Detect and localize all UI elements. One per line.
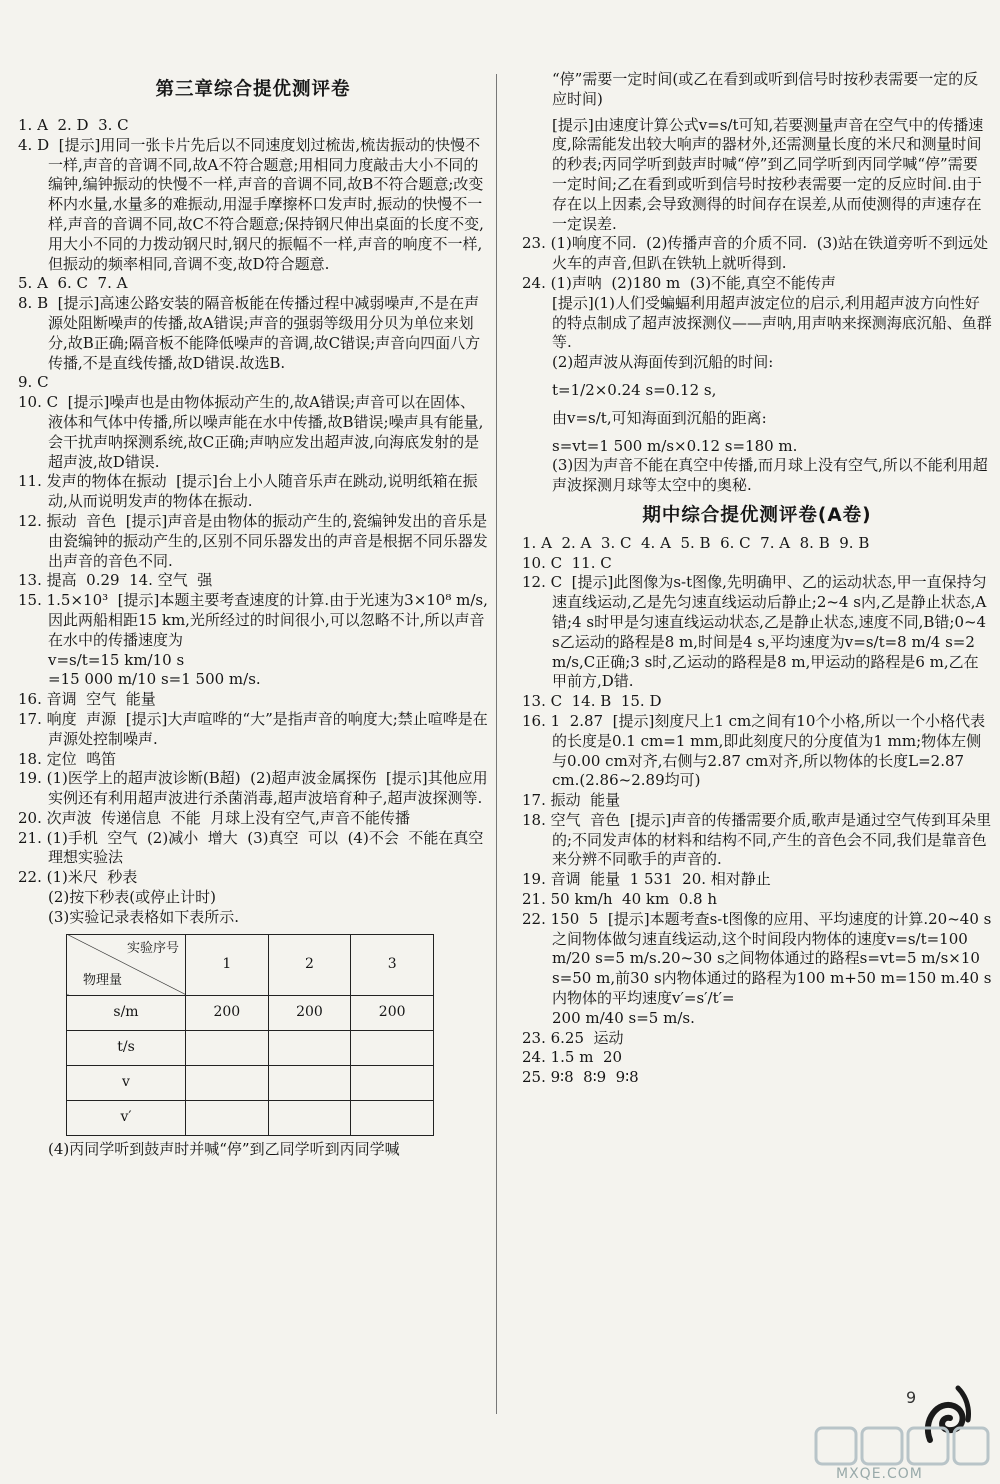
table-cell <box>186 1030 269 1065</box>
answer-item: 25. 9∶8 8∶9 9∶8 <box>522 1068 639 1087</box>
table-row <box>67 1100 434 1135</box>
table-header-top: 实验序号 <box>126 940 179 956</box>
answer-item: 16. 1 2.87 [提示]刻度尺上1 cm之间有10个小格,所以一个小格代表的长度是0.1 cm=1 mm,即此刻度尺的分度值为1 mm;物体左侧与0.00 cm对齐,右侧与2.87 cm对齐,所以物体的长度L=2.87 cm.(2.86~2.89均可) <box>522 711 986 790</box>
answer-item: 15. 1.5×10³ [提示]本题主要考查速度的计算.由于光速为3×10⁸ m/s,因此两船相距15 km,光所经过的时间很小,可以忽略不计,所以声音在水中的传播速度为 <box>18 591 488 649</box>
row-label: v′ <box>67 1100 186 1135</box>
row-label: v <box>67 1065 186 1100</box>
table-cell: 200 <box>186 995 269 1030</box>
midterm-title: 期中综合提优测评卷(A卷) <box>642 504 872 526</box>
answer-item: 12. C [提示]此图像为s-t图像,先明确甲、乙的运动状态,甲一直保持匀速直线运动,乙是先匀速直线运动后静止;2~4 s内,乙是静止状态,A错;4 s时甲是匀速直线运动状态,乙是静止状态,速度不同,B错;0~4 s乙运动的路程是8 m,时间是4 s,平均速度为v=s/t=8 m/4 s=2 m/s,C正确;3 s时,乙运动的路程是8 m,甲运动的路程是6 m,乙在甲前方,D错. <box>522 573 991 691</box>
answer-item: 23. (1)响度不同. (2)传播声音的介质不同. (3)站在铁道旁听不到远处火车的声音,但趴在铁轨上就听得到. <box>522 234 988 273</box>
answer-item: 5. A 6. C 7. A <box>18 274 128 293</box>
watermark-text: MXQE.COM <box>836 1466 923 1482</box>
answer-item: 18. 空气 音色 [提示]声音的传播需要介质,歌声是通过空气传到耳朵里的;不同发声体的材料和结构不同,产生的音色会不同,我们是靠音色来分辨不同歌手的声音的. <box>522 810 992 869</box>
answer-item: 24. 1.5 m 20 <box>522 1048 623 1067</box>
answer-item: 20. 次声波 传递信息 不能 月球上没有空气,声音不能传播 <box>18 808 411 827</box>
answer-item: 22. 150 5 [提示]本题考查s-t图像的应用、平均速度的计算.20~40 s之间物体做匀速直线运动,这个时间段内物体的速度v=s/t=100 m/20 s=5 m/s.20~30 s之间物体通过的路程s=vt=5 m/s×10 s=50 m,前30 s内物体通过的路程为100 m+50 m=150 m.40 s内物体的平均速度v′=s′/t′= <box>522 909 992 1008</box>
table-cell <box>351 1030 434 1065</box>
hint-text: [提示]由速度计算公式v=s/t可知,若要测量声音在空气中的传播速度,除需能发出较大响声的器材外,还需测量长度的米尺和测量时间的秒表;丙同学听到鼓声时喊“停”到乙同学听到丙同学喊“停”需要一定时间;乙在看到或听到信号时按秒表需要一定的反应时间.由于存在以上因素,会导致测得的时间存在误差,从而使测得的声速存在一定误差. <box>552 115 984 233</box>
formula-line: 200 m/40 s=5 m/s. <box>552 1008 695 1027</box>
answer-item: 8. B [提示]高速公路安装的隔音板能在传播过程中减弱噪声,不是在声源处阻断噪声的传播,故A错误;声音的强弱等级用分贝为单位来划分,故B正确;隔音板不能降低噪声的音调,故C错误;声音向四面八方传播,不是直线传播,故D错误.故选B. <box>18 294 481 372</box>
table-cell <box>186 1100 269 1135</box>
hint-text: [提示](1)人们受蝙蝠利用超声波定位的启示,利用超声波方向性好的特点制成了超声波探测仪——声呐,用声呐来探测海底沉船、鱼群等. <box>552 293 992 352</box>
table-cell: 200 <box>351 995 434 1030</box>
table-cell <box>268 1030 351 1065</box>
answer-item: 22. (1)米尺 秒表 <box>18 868 138 887</box>
answer-item: 19. 音调 能量 1 531 20. 相对静止 <box>522 870 771 889</box>
page-number: 9 <box>906 1388 917 1407</box>
answer-subitem: (2)按下秒表(或停止计时) <box>48 888 216 907</box>
answer-item: 1. A 2. A 3. C 4. A 5. B 6. C 7. A 8. B 9. B <box>522 533 870 552</box>
experiment-table <box>66 934 434 1136</box>
answer-item: 21. 50 km/h 40 km 0.8 h <box>522 890 718 909</box>
table-row <box>67 1065 434 1100</box>
column-divider <box>496 74 497 1414</box>
table-diagonal-header <box>67 934 186 995</box>
formula-line: v=s/t=15 km/10 s <box>48 650 185 669</box>
answer-subitem: (2)超声波从海面传到沉船的时间: <box>552 353 774 372</box>
table-row <box>67 1030 434 1065</box>
table-cell <box>268 1065 351 1100</box>
formula-line: 由v=s/t,可知海面到沉船的距离: <box>552 408 767 427</box>
row-label: s/m <box>67 995 186 1030</box>
answer-item: 16. 音调 空气 能量 <box>18 690 156 709</box>
answer-item: 9. C <box>18 373 49 392</box>
right-column <box>522 70 992 1088</box>
row-label: t/s <box>67 1030 186 1065</box>
answer-item: 10. C 11. C <box>522 553 612 572</box>
formula-line: t=1/2×0.24 s=0.12 s, <box>552 380 717 399</box>
answer-item: 12. 振动 音色 [提示]声音是由物体的振动产生的,瓷编钟发出的音乐是由瓷编钟的振动产生的,区别不同乐器发出的声音是根据不同乐器发出声音的音色不同. <box>18 511 488 570</box>
answer-item: 13. 提高 0.29 14. 空气 强 <box>18 571 213 590</box>
chapter3-title: 第三章综合提优测评卷 <box>155 79 351 100</box>
answer-subitem: (4)丙同学听到鼓声时并喊“停”到乙同学听到丙同学喊 <box>48 1139 400 1158</box>
table-col-header: 1 <box>186 934 269 995</box>
table-row <box>67 995 434 1030</box>
table-header-bottom: 物理量 <box>83 972 123 988</box>
answer-item: 13. C 14. B 15. D <box>522 692 662 711</box>
answer-item: 24. (1)声呐 (2)180 m (3)不能,真空不能传声 <box>522 273 836 292</box>
answer-item: 18. 定位 鸣笛 <box>18 749 117 768</box>
answer-item: 1. A 2. D 3. C <box>18 116 129 134</box>
answer-item: 11. 发声的物体在振动 [提示]台上小人随音乐声在跳动,说明纸箱在振动,从而说明发声的物体在振动. <box>18 472 478 511</box>
formula-line: s=vt=1 500 m/s×0.12 s=180 m. <box>552 436 798 455</box>
answer-item: 17. 振动 能量 <box>522 791 621 810</box>
table-cell <box>351 1065 434 1100</box>
answer-item: 10. C [提示]噪声也是由物体振动产生的,故A错误;声音可以在固体、液体和气体中传播,所以噪声能在水中传播,故B错误;噪声具有能量,会干扰声呐探测系统,故C正确;声呐应发出超声波,向海底发射的是超声波,故D错误. <box>18 393 484 471</box>
table-col-header: 2 <box>268 934 351 995</box>
answer-item: 17. 响度 声源 [提示]大声喧哗的“大”是指声音的响度大;禁止喧哗是在声源处控制噪声. <box>18 709 488 748</box>
table-cell <box>351 1100 434 1135</box>
table-cell <box>268 1100 351 1135</box>
formula-line: =15 000 m/10 s=1 500 m/s. <box>48 670 261 689</box>
continued-text: “停”需要一定时间(或乙在看到或听到信号时按秒表需要一定的反应时间) <box>552 70 979 108</box>
table-col-header: 3 <box>351 934 434 995</box>
table-cell: 200 <box>268 995 351 1030</box>
answer-item: 23. 6.25 运动 <box>522 1028 624 1047</box>
left-column <box>18 79 493 1159</box>
answer-item: 19. (1)医学上的超声波诊断(B超) (2)超声波金属探伤 [提示]其他应用实例还有利用超声波进行杀菌消毒,超声波培育种子,超声波探测等. <box>18 769 488 808</box>
answer-subitem: (3)实验记录表格如下表所示. <box>48 907 240 926</box>
answer-item: 4. D [提示]用同一张卡片先后以不同速度划过梳齿,梳齿振动的快慢不一样,声音的音调不同,故A不符合题意;用相同力度敲击大小不同的编钟,编钟振动的快慢不一样,声音的音调不同,故B不符合题意;改变杯内水量,水量多的难振动,用湿手摩擦杯口发声时,振动的快慢不一样,声音的音调不同,故C不符合题意;保持钢尺伸出桌面的长度不变,用大小不同的力拨动钢尺时,钢尺的振幅不一样,声音的响度不一样,但振动的频率相同,音调不变,故D符合题意. <box>18 135 484 273</box>
table-cell <box>186 1065 269 1100</box>
answer-subitem: (3)因为声音不能在真空中传播,而月球上没有空气,所以不能利用超声波探测月球等太空中的奥秘. <box>552 456 988 495</box>
answer-item: 21. (1)手机 空气 (2)减小 增大 (3)真空 可以 (4)不会 不能在真空 理想实验法 <box>18 828 493 867</box>
